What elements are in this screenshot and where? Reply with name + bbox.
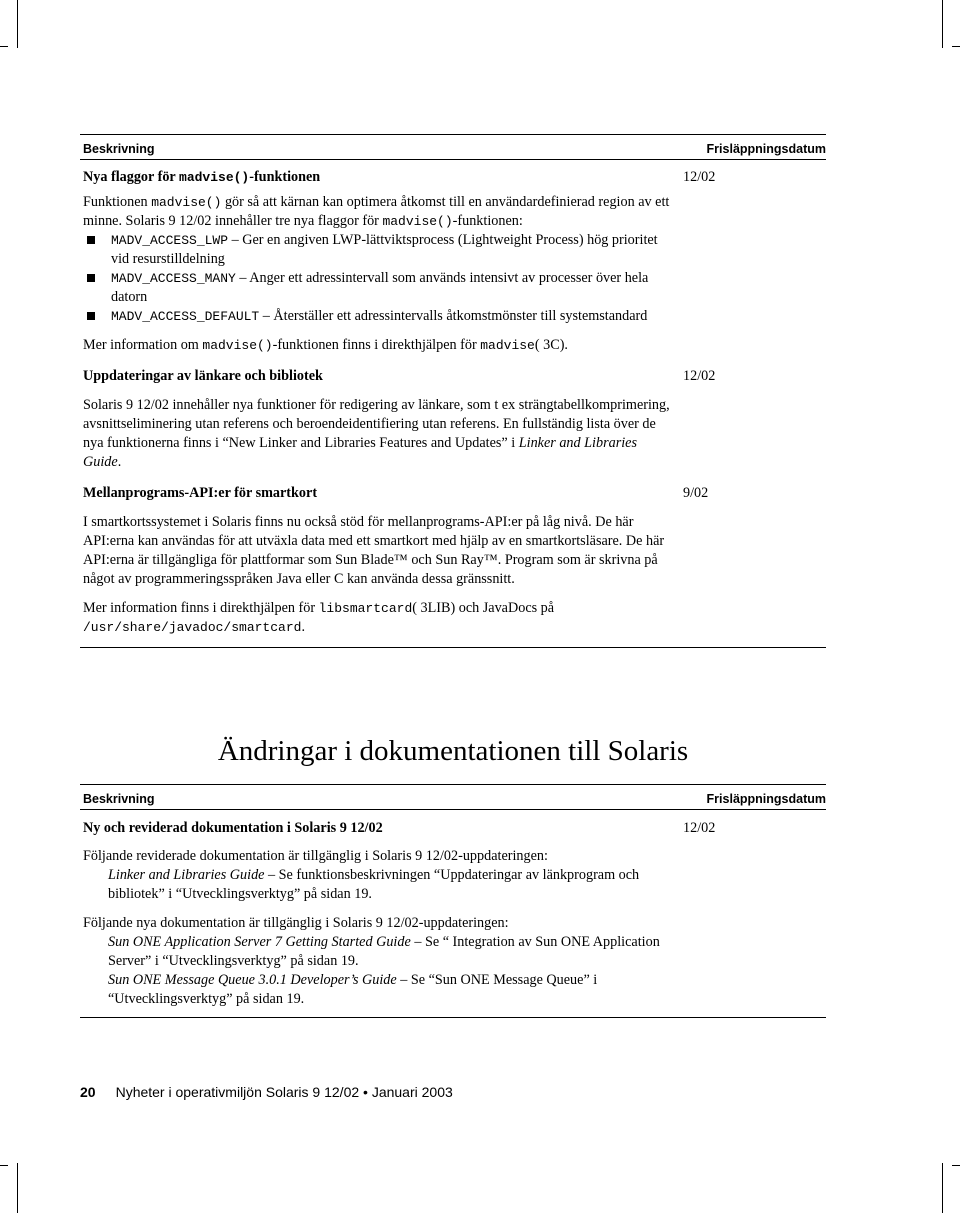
crop-mark <box>17 1163 18 1213</box>
list-item: Linker and Libraries Guide – Se funktionsbeskrivningen “Uppdateringar av länkprogram och bibliotek” i “Utvecklingsverktyg” på sidan 19. <box>108 867 640 902</box>
release-table <box>80 134 826 648</box>
header-release-date: Frisläppningsdatum <box>706 142 826 156</box>
row-title: Ny och reviderad dokumentation i Solaris 9 12/02 <box>83 820 383 836</box>
crop-mark <box>942 0 943 48</box>
row-paragraph: Funktionen madvise() gör så att kärnan kan optimera åtkomst till en användardefinierad region av ett minne. Solaris 9 12/02 innehåller tre nya flaggor för madvise()-funktionen: <box>83 194 670 229</box>
crop-mark <box>952 46 960 47</box>
row-paragraph: I smartkortssystemet i Solaris finns nu också stöd för mellanprograms-API:er på låg nivå. De här API:erna kan användas för att utväxla data med ett smartkort med hjälp av en smartkortsläsare. De här API:erna är tillgängliga för plattformar som Sun Blade™ och Sun Ray™. Program som är skrivna på något av programmeringsspråken Java eller C kan använda dessa gränssnitt. <box>83 514 665 587</box>
row-date: 12/02 <box>683 368 716 384</box>
list-item: MADV_ACCESS_LWP – Ger en angiven LWP-lättviktsprocess (Lightweight Process) hög prioritet vid resurstilldelning <box>83 231 673 269</box>
row-paragraph: Följande reviderade dokumentation är tillgänglig i Solaris 9 12/02-uppdateringen: <box>83 848 548 864</box>
header-description: Beskrivning <box>83 792 155 806</box>
row-paragraph: Mer information finns i direkthjälpen för libsmartcard( 3LIB) och JavaDocs på /usr/share/javadoc/smartcard. <box>83 600 555 635</box>
list-item: MADV_ACCESS_MANY – Anger ett adressintervall som används intensivt av processer över hela datorn <box>83 269 673 307</box>
table-header <box>80 134 826 160</box>
row-date: 12/02 <box>683 820 716 836</box>
crop-mark <box>952 1165 960 1166</box>
table-row <box>80 168 826 355</box>
row-title: Uppdateringar av länkare och bibliotek <box>83 368 323 384</box>
header-release-date: Frisläppningsdatum <box>706 792 826 806</box>
row-paragraph: Solaris 9 12/02 innehåller nya funktioner för redigering av länkare, som t ex strängtabellkomprimering, avsnittseliminering utan referens och beroendeidentifiering utan referens. En fullständig lista över de nya funktionerna finns i “New Linker and Libraries Features and Updates” i Linker and Libraries Guide. <box>83 397 670 470</box>
table-row <box>80 367 826 472</box>
list-item: MADV_ACCESS_DEFAULT – Återställer ett adressintervalls åtkomstmönster till systemstandard <box>83 307 673 326</box>
row-title: Nya flaggor för madvise()-funktionen <box>83 169 321 185</box>
crop-mark <box>0 1165 8 1166</box>
row-date: 12/02 <box>683 169 716 185</box>
crop-mark <box>942 1163 943 1213</box>
footer-text: Nyheter i operativmiljön Solaris 9 12/02 • Januari 2003 <box>115 1084 453 1100</box>
table-row <box>80 819 826 1018</box>
row-paragraph: Följande nya dokumentation är tillgänglig i Solaris 9 12/02-uppdateringen: <box>83 915 509 931</box>
row-date: 9/02 <box>683 485 709 501</box>
header-description: Beskrivning <box>83 142 155 156</box>
section-heading: Ändringar i dokumentationen till Solaris <box>217 735 689 768</box>
documentation-table <box>80 784 826 1018</box>
list-item: Sun ONE Message Queue 3.0.1 Developer’s Guide – Se “Sun ONE Message Queue” i “Utvecklingsverktyg” på sidan 19. <box>108 972 598 1007</box>
table-row <box>80 484 826 648</box>
crop-mark <box>17 0 18 48</box>
row-title: Mellanprograms-API:er för smartkort <box>83 485 318 501</box>
page-footer <box>80 1083 453 1102</box>
crop-mark <box>0 46 8 47</box>
page-number: 20 <box>80 1084 96 1100</box>
table-header <box>80 784 826 810</box>
list-item: Sun ONE Application Server 7 Getting Started Guide – Se “ Integration av Sun ONE Application Server” i “Utvecklingsverktyg” på sidan 19. <box>108 934 660 969</box>
row-paragraph: Mer information om madvise()-funktionen finns i direkthjälpen för madvise( 3C). <box>83 337 568 353</box>
